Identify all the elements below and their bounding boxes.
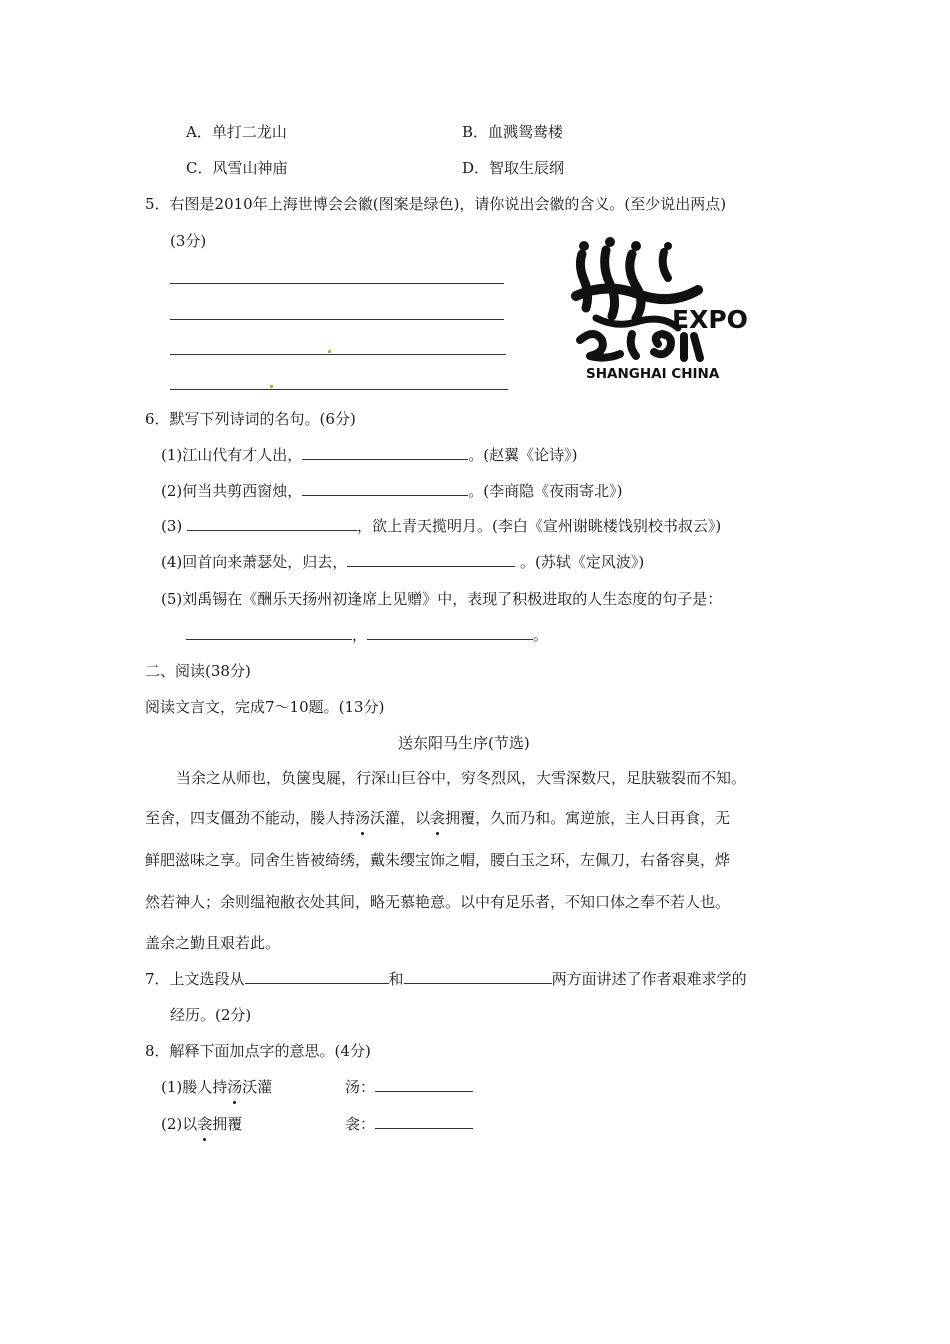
q8-item-2-b: 拥覆 xyxy=(212,1115,243,1133)
q6-item-2 xyxy=(161,480,622,502)
option-a: A．单打二龙山 xyxy=(186,123,287,141)
q6-item-5-answer xyxy=(186,624,548,646)
q7-mid: 和 xyxy=(388,970,404,988)
q6-item-4-suffix: 。(苏轼《定风波》) xyxy=(515,553,645,571)
q6-item-4-prefix: (4)回首向来萧瑟处，归去， xyxy=(161,553,348,571)
q6-blank-3[interactable] xyxy=(187,516,357,531)
q8-item-1-b: 沃灌 xyxy=(242,1078,273,1096)
passage-line-3: 鲜肥滋味之享。同舍生皆被绮绣，戴朱缨宝饰之帽，腰白玉之环，左佩刀，右备容臭，烨 xyxy=(145,851,731,869)
print-speck xyxy=(270,385,273,388)
q6-item-5-end: 。 xyxy=(533,626,549,644)
passage-line-2-b: 沃灌，以 xyxy=(370,809,431,827)
q6-item-3 xyxy=(161,515,721,537)
answer-line-2[interactable] xyxy=(170,319,504,320)
q7-suffix: 两方面讲述了作者艰难求学的 xyxy=(551,970,747,988)
passage-line-2 xyxy=(145,807,730,829)
passage-line-5: 盖余之勤且艰若此。 xyxy=(145,934,281,952)
q7-blank-1[interactable] xyxy=(245,969,389,984)
option-b: B．血溅鸳鸯楼 xyxy=(462,123,564,141)
passage-line-1: 当余之从师也，负箧曳屣，行深山巨谷中，穷冬烈风，大雪深数尺，足肤皲裂而不知。 xyxy=(176,769,747,787)
q7-prefix: 7．上文选段从 xyxy=(145,970,245,988)
question-7 xyxy=(145,968,747,990)
question-7-line-2: 经历。(2分) xyxy=(170,1006,252,1024)
dotted-char-qin: 衾 xyxy=(430,809,446,827)
passage-line-2-a: 至舍，四支僵劲不能动，媵人持 xyxy=(145,809,356,827)
q6-blank-1[interactable] xyxy=(302,445,468,460)
q6-blank-2[interactable] xyxy=(302,481,468,496)
q6-blank-5a[interactable] xyxy=(186,625,352,640)
dotted-char-tang: 汤 xyxy=(227,1078,243,1096)
q6-item-1-suffix: 。(赵翼《论诗》) xyxy=(468,446,578,464)
q6-item-1-prefix: (1)江山代有才人出， xyxy=(161,446,303,464)
q6-item-2-prefix: (2)何当共剪西窗烛， xyxy=(161,482,303,500)
q6-blank-5b[interactable] xyxy=(367,625,533,640)
dotted-char-qin: 衾 xyxy=(197,1115,213,1133)
q8-label-1: 汤： xyxy=(345,1078,376,1096)
passage-line-4: 然若神人；余则缊袍敝衣处其间，略无慕艳意。以中有足乐者，不知口体之奉不若人也。 xyxy=(145,893,731,911)
dotted-char-tang: 汤 xyxy=(355,809,371,827)
q8-answer-1 xyxy=(345,1076,473,1098)
q8-item-2 xyxy=(161,1113,242,1135)
question-8: 8．解释下面加点字的意思。(4分) xyxy=(145,1042,371,1060)
passage-title: 送东阳马生序(节选) xyxy=(398,734,530,752)
option-c: C．风雪山神庙 xyxy=(186,159,288,177)
reading-intro: 阅读文言文，完成7～10题。(13分) xyxy=(145,698,385,716)
expo-2010-logo xyxy=(566,236,780,384)
print-speck xyxy=(328,350,331,353)
q6-item-2-suffix: 。(李商隐《夜雨寄北》) xyxy=(468,482,623,500)
q8-label-2: 衾： xyxy=(345,1115,376,1133)
q7-blank-2[interactable] xyxy=(404,969,552,984)
q6-blank-4[interactable] xyxy=(347,552,515,567)
q6-item-1 xyxy=(161,444,577,466)
section-heading: 二、阅读(38分) xyxy=(145,662,251,680)
question-5: 5．右图是2010年上海世博会会徽(图案是绿色)，请你说出会徽的含义。(至少说出两点) xyxy=(145,195,727,213)
option-d: D．智取生辰纲 xyxy=(462,159,565,177)
q8-item-1 xyxy=(161,1076,272,1098)
q8-item-2-a: (2)以 xyxy=(161,1115,198,1133)
q8-blank-2[interactable] xyxy=(375,1114,473,1129)
logo-expo-text: EXPO xyxy=(672,305,748,334)
q6-item-3-prefix: (3) xyxy=(161,517,188,535)
answer-line-3[interactable] xyxy=(170,354,506,355)
question-6: 6．默写下列诗词的名句。(6分) xyxy=(145,410,356,428)
passage-line-2-c: 拥覆，久而乃和。寓逆旅，主人日再食，无 xyxy=(445,809,731,827)
answer-line-4[interactable] xyxy=(170,389,508,390)
q8-answer-2 xyxy=(345,1113,473,1135)
logo-city-text: SHANGHAI CHINA xyxy=(586,366,720,382)
q6-item-3-suffix: ，欲上青天揽明月。(李白《宣州谢眺楼饯别校书叔云》) xyxy=(357,517,722,535)
question-5-score: (3分) xyxy=(170,232,207,250)
q6-item-5: (5)刘禹锡在《酬乐天扬州初逢席上见赠》中，表现了积极进取的人生态度的句子是： xyxy=(161,590,723,608)
q8-blank-1[interactable] xyxy=(375,1077,473,1092)
q8-item-1-a: (1)媵人持 xyxy=(161,1078,228,1096)
answer-line-1[interactable] xyxy=(170,283,504,284)
q6-item-5-sep: ， xyxy=(352,626,368,644)
q6-item-4 xyxy=(161,551,644,573)
